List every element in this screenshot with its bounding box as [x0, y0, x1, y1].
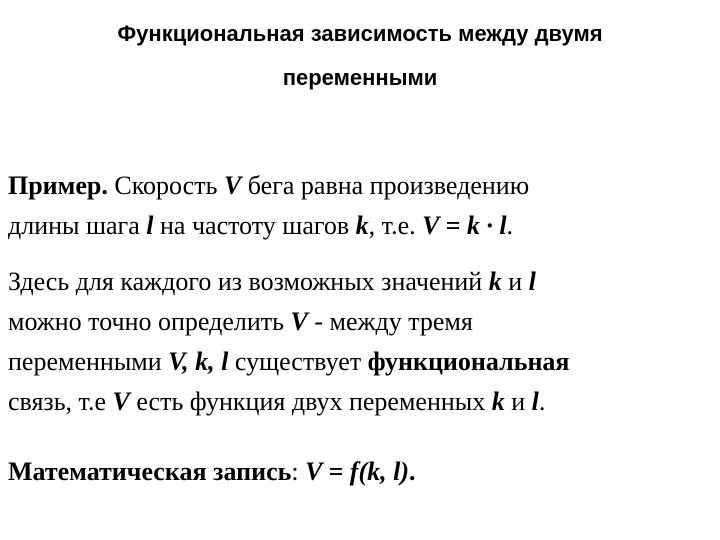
explanation-text-7: связь, т.е: [8, 387, 113, 416]
explanation-line-4: [8, 382, 720, 422]
variables-list: V, k, l: [168, 347, 229, 376]
explanation-text-4: - между тремя: [307, 307, 473, 336]
var-V: V: [223, 171, 242, 200]
example-text-5: , т.е.: [368, 211, 423, 240]
explanation-line-3: [8, 342, 720, 382]
example-text-1: Скорость: [107, 171, 224, 200]
title-line-1: Функциональная зависимость между двумя: [117, 21, 603, 46]
math-notation-line: [8, 452, 720, 492]
explanation-text-5: переменными: [8, 347, 169, 376]
title-line-2: переменными: [282, 65, 438, 90]
explanation-text-9: и: [504, 387, 532, 416]
explanation-text-1: Здесь для каждого из возможных значений: [8, 267, 489, 296]
explanation-text-3: можно точно определить: [8, 307, 291, 336]
functional-term: функциональная: [367, 347, 570, 376]
math-notation-paragraph: [8, 452, 720, 492]
example-formula: V = k · l: [422, 211, 507, 240]
var-V-2: V: [112, 387, 130, 416]
example-text-6: .: [506, 211, 514, 240]
explanation-paragraph: [8, 262, 720, 422]
example-line-2: [8, 206, 720, 246]
example-label: Пример.: [8, 171, 108, 200]
explanation-line-1: [8, 262, 720, 302]
var-V-1: V: [290, 307, 308, 336]
math-formula: V = f(k, l): [305, 457, 409, 486]
var-l-2: l: [531, 387, 539, 416]
var-k: k: [355, 211, 369, 240]
explanation-text-6: существует: [228, 347, 368, 376]
explanation-line-2: [8, 302, 720, 342]
example-line-1: [8, 166, 720, 206]
explanation-text-8: есть функция двух переменных: [129, 387, 492, 416]
explanation-text-2: и: [501, 267, 529, 296]
example-text-4: на частоту шагов: [153, 211, 356, 240]
slide-title: [0, 12, 720, 100]
example-text-2: бега равна произведению: [241, 171, 530, 200]
explanation-text-10: .: [538, 387, 546, 416]
math-notation-colon: :: [291, 457, 306, 486]
var-l-1: l: [528, 267, 536, 296]
math-notation-end: .: [408, 457, 416, 486]
example-paragraph: [8, 166, 720, 246]
var-k-2: k: [491, 387, 505, 416]
example-text-3: длины шага: [8, 211, 147, 240]
var-l: l: [146, 211, 154, 240]
var-k-1: k: [488, 267, 502, 296]
math-notation-label: Математическая запись: [8, 457, 292, 486]
